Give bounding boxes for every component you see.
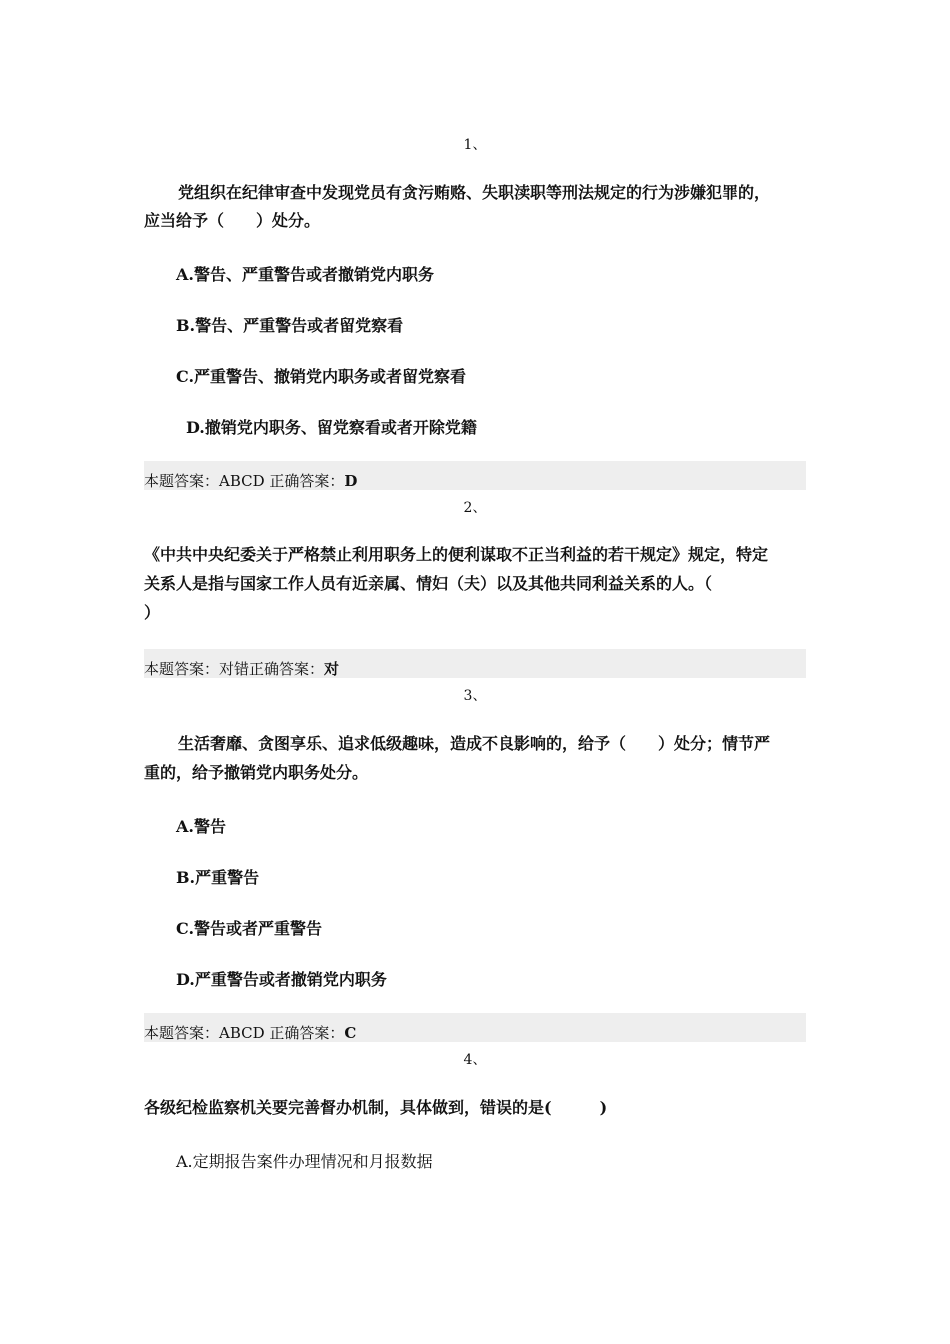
option-a: A.警告 [176,817,226,836]
question-number: 1、 [463,137,487,153]
option-c: C.严重警告、撤销党内职务或者留党察看 [176,367,467,386]
question-number: 2、 [463,500,487,516]
question-stem-line: 关系人是指与国家工作人员有近亲属、情妇（夫）以及其他共同利益关系的人。（ [144,574,713,593]
option-a: A.定期报告案件办理情况和月报数据 [176,1152,433,1171]
option-b: B.警告、严重警告或者留党察看 [176,316,404,335]
question-stem-line: 党组织在纪律审查中发现党员有贪污贿赂、失职渎职等刑法规定的行为涉嫌犯罪的， [178,183,771,202]
question-stem-line: ） [144,603,161,622]
answer-bar [144,1013,806,1042]
question-stem-line: 各级纪检监察机关要完善督办机制，具体做到，错误的是( ) [144,1098,608,1117]
question-number: 3、 [463,688,487,704]
question-number: 4、 [463,1052,487,1068]
correct-answer: D [344,472,358,490]
option-c: C.警告或者严重警告 [176,919,323,938]
question-stem-line: 生活奢靡、贪图享乐、追求低级趣味，造成不良影响的，给予（ ）处分；情节严 [178,734,771,753]
answer-label: 本题答案：对错正确答案： [144,660,325,678]
answer-label: 本题答案：ABCD 正确答案： [144,472,345,490]
option-d: D.撤销党内职务、留党察看或者开除党籍 [186,418,477,437]
question-stem-line: 《中共中央纪委关于严格禁止利用职务上的便利谋取不正当利益的若干规定》规定，特定 [144,545,769,564]
answer-label: 本题答案：ABCD 正确答案： [144,1024,345,1042]
answer-bar [144,649,806,678]
correct-answer: C [344,1024,357,1042]
option-a: A.警告、严重警告或者撤销党内职务 [176,265,434,284]
correct-answer: 对 [324,660,340,678]
question-stem-line: 应当给予（ ）处分。 [144,211,321,230]
option-d: D.严重警告或者撤销党内职务 [176,970,387,989]
question-stem-line: 重的，给予撤销党内职务处分。 [144,763,369,782]
answer-bar [144,461,806,490]
option-b: B.严重警告 [176,868,260,887]
